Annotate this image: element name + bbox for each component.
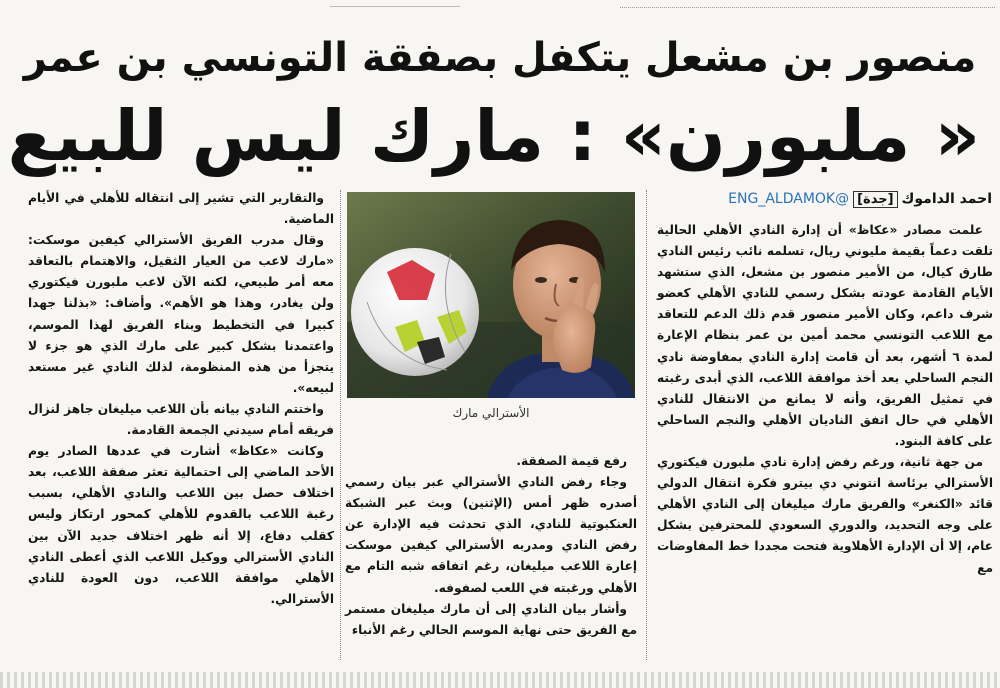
column-middle-paragraph: وأشار بيان النادي إلى أن مارك ميليغان مستمر مع الفريق حتى نهاية الموسم الحالي رغم الأنباء (345, 601, 637, 637)
player-with-ball-image (347, 192, 635, 398)
bottom-page-strip (0, 672, 1000, 688)
column-right-paragraph: من جهة ثانية، ورغم رفض إدارة نادي ملبورن فيكتوري الأسترالي برئاسة انتوني دي بيترو فكرة انتقال الدولي قائد «الكنغر» والفريق مارك ميليغان إلى النادي الأهلي على وجه التحديد، والدوري السعودي للمحترفين بشكل عام، إلا أن الإدارة الأهلاوية فتحت مجددا خط المفاوضات مع (657, 455, 993, 575)
column-middle-paragraph: وجاء رفض النادي الأسترالي عبر بيان رسمي أصدره ظهر أمس (الإثنين) وبث عبر الشبكة العنكبوتية للنادي، الذي تحدثت فيه الإدارة عن رفض النادي ومدربه الأسترالي كيفين موسكت إعارة اللاعب ميليغان، رغم اتفاقه شبه التام مع الأهلي ورغبته في اللعب لصفوفه. (345, 475, 637, 595)
article-subheadline: منصور بن مشعل يتكفل بصفقة التونسي بن عمر (23, 35, 977, 81)
byline-city: [جدة] (853, 191, 897, 208)
column-left-paragraph: والتقارير التي تشير إلى انتقاله للأهلي في الأيام الماضية. (28, 191, 334, 227)
top-cut-rule (330, 0, 460, 7)
column-left-paragraph: وقال مدرب الفريق الأسترالي كيفين موسكت: «مارك لاعب من العيار الثقيل، والاهتمام بالتعاقد معه أمر طبيعي، لكنه الآن لاعب ملبورن فيكتوري ولن يغادر، وهذا هو الأهم». وأضاف: «بذلنا جهدا كبيرا في التخطيط وبناء الفريق لهذا الموسم، واعتمدنا بشكل كبير على مارك الذي هو جزء لا يتجزأ من هذه المنظومة، لذلك النادي غير مستعد لبيعه». (28, 233, 334, 395)
column-divider (646, 190, 647, 660)
column-divider (340, 190, 341, 660)
column-left (28, 188, 334, 610)
column-left-paragraph: واختتم النادي بيانه بأن اللاعب ميليغان جاهز لنزال فريقه أمام سيدني الجمعة القادمة. (28, 401, 334, 438)
column-right-paragraph: علمت مصادر «عكاظ» أن إدارة النادي الأهلي الحالية تلقت دعماً بقيمة مليوني ريال، تسلمه نائب رئيس النادي طارق كيال، من الأمير منصور بن مشعل، الذي ستشهد الأيام القادمة عودته بشكل رسمي للنادي الأهلي كعضو شرف داعم، وكان الأمير منصور قدم ذلك الدعم للتعاقد مع اللاعب التونسي محمد أمين بن عمر بنظام الإعارة لمدة ٦ أشهر، بعد أن قامت إدارة النادي بمفاوضة نادي النجم الساحلي بعد أخذ موافقة اللاعب، الذي أبدى رغبته في تمثيل الفريق، وأنه لا يمانع من الانتقال للنادي الأهلي في حال اتفق الناديان الأهلي والنجم الساحلي على كافة البنود. (657, 223, 993, 448)
byline-author: احمد الداموك (901, 191, 992, 207)
article-headline: « ملبورن» : مارك ليس للبيع (7, 95, 980, 177)
photo-caption: الأسترالي مارك (452, 406, 530, 420)
column-middle-paragraph: رفع قيمة الصفقة. (516, 454, 627, 468)
column-middle (345, 451, 637, 641)
column-right (657, 220, 993, 579)
column-left-paragraph: وكانت «عكاظ» أشارت في عددها الصادر يوم الأحد الماضي إلى احتمالية تعثر صفقة اللاعب، بعد اختلاف حصل بين اللاعب والنادي الأهلي، بسبب رغبة اللاعب بالقدوم للأهلي كمحور ارتكاز وليس كقلب دفاع، إلا أنه ظهر اختلاف جديد الآن بين النادي الأسترالي ووكيل اللاعب الذي أعطى النادي الأهلي موافقة اللاعب، دون العودة للنادي الأسترالي. (28, 444, 334, 606)
top-dotted-rule (620, 7, 995, 8)
byline-handle: @ENG_ALDAMOK (728, 191, 850, 207)
article-photo (347, 192, 635, 398)
top-page-strip (0, 0, 1000, 14)
byline (652, 186, 992, 212)
